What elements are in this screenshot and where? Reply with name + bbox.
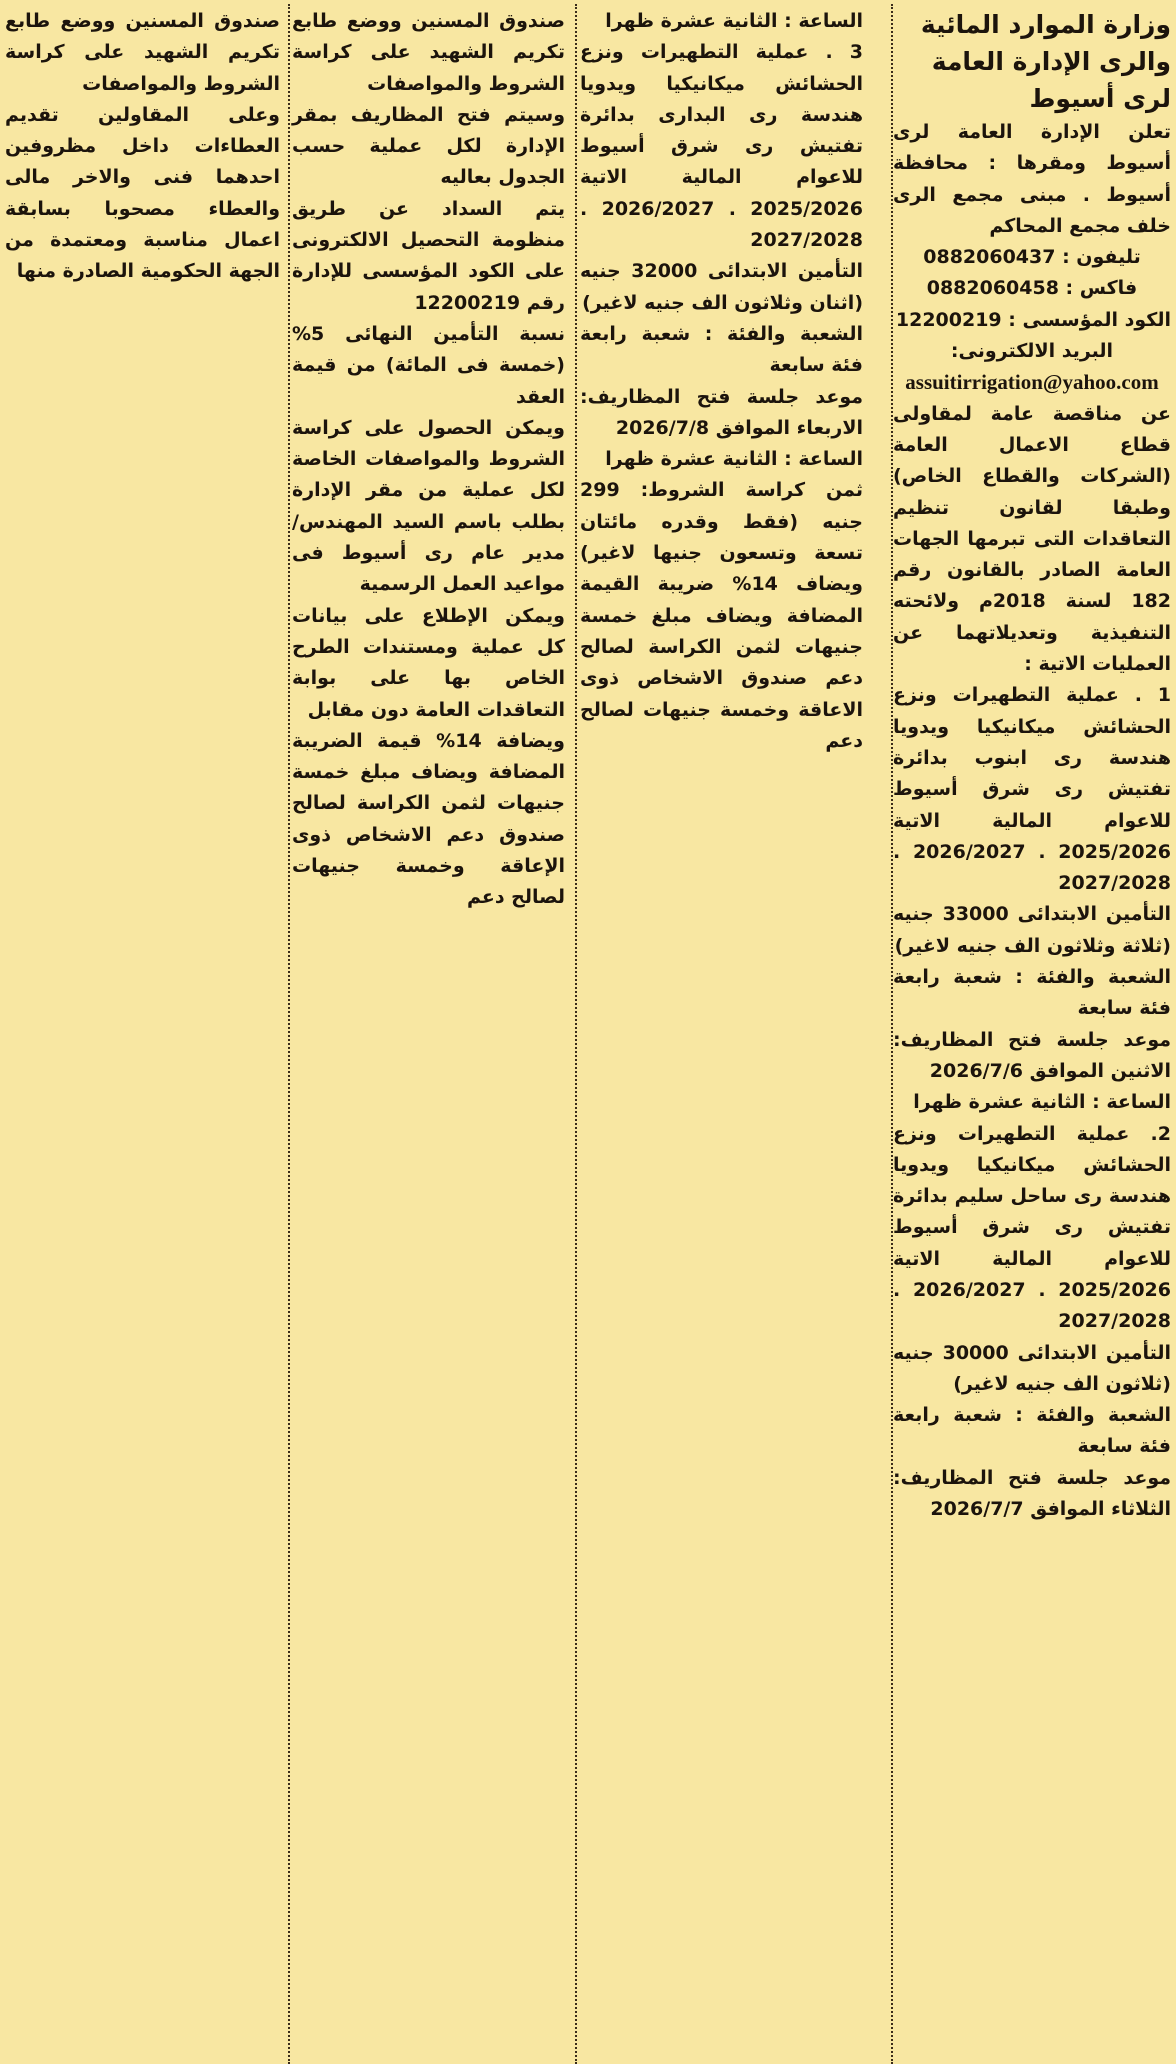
column-divider bbox=[575, 4, 577, 2064]
booklet-price: ثمن كراسة الشروط: 299 جنيه (فقط وقدره مائتان تسعة وتسعون جنيها لاغير) ويضاف 14% ضريبة القيمة المضافة ويضاف مبلغ خمسة جنيهات لثمن الكراسة لصالح دعم صندوق الاشخاص ذوى الاعاقة وخمسة جنيهات لصالح دعم bbox=[580, 479, 863, 752]
operation-3-opening-date: موعد جلسة فتح المظاريف: الاربعاء الموافق 2026/7/8 bbox=[580, 385, 863, 439]
operation-3-deposit: التأمين الابتدائى 32000 جنيه (اثنان وثلاثون الف جنيه لاغير) bbox=[580, 260, 863, 314]
opening-location: وسيتم فتح المظاريف بمقر الإدارة لكل عملية حسب الجدول بعاليه bbox=[292, 103, 565, 189]
operation-2-category: الشعبة والفئة : شعبة رابعة فئة سابعة bbox=[893, 1404, 1171, 1458]
tax-note: ويضافة 14% قيمة الضريبة المضافة ويضاف مبلغ خمسة جنيهات لثمن الكراسة لصالح صندوق دعم الاشخاص ذوى الإعاقة وخمسة جنيهات لصالح دعم bbox=[292, 729, 565, 909]
payment-method: يتم السداد عن طريق منظومة التحصيل الالكترونى على الكود المؤسسى للإدارة رقم 12200219 bbox=[292, 197, 565, 314]
operation-1-deposit: التأمين الابتدائى 33000 جنيه (ثلاثة وثلاثون الف جنيه لاغير) bbox=[893, 903, 1172, 957]
operation-2-time: الساعة : الثانية عشرة ظهرا bbox=[605, 10, 863, 32]
column-4 bbox=[5, 0, 280, 2064]
institution-code: الكود المؤسسى : 12200219 bbox=[895, 308, 1171, 331]
column-2 bbox=[580, 0, 863, 2064]
operation-3: 3 . عملية التطهيرات ونزع الحشائش ميكانيكيا ويدويا هندسة رى البدارى بدائرة تفتيش رى شرق أسيوط للاعوام المالية الاتية 2025/2026 . 2026/2027 . 2027/2028 bbox=[580, 41, 863, 252]
column-1 bbox=[893, 0, 1171, 2064]
operation-1: 1 . عملية التطهيرات ونزع الحشائش ميكانيكيا ويدويا هندسة رى ابنوب بدائرة تفتيش رى شرق أسيوط للاعوام المالية الاتية 2025/2026 . 2026/2027 . 2027/2028 bbox=[893, 684, 1171, 895]
operation-3-time: الساعة : الثانية عشرة ظهرا bbox=[605, 448, 863, 471]
column-3 bbox=[292, 0, 565, 2064]
operation-1-category: الشعبة والفئة : شعبة رابعة فئة سابعة bbox=[893, 966, 1171, 1020]
fax-line: فاكس : 0882060458 bbox=[926, 277, 1138, 300]
bid-submission-note: وعلى المقاولين تقديم العطاءات داخل مظروفين احدهما فنى والاخر مالى والعطاء مصحوبا بسابقة اعمال مناسبة ومعتمدة من الجهة الحكومية الصادرة منها bbox=[5, 103, 280, 283]
email-label: البريد الالكترونى: bbox=[950, 340, 1114, 363]
portal-note: ويمكن الإطلاع على بيانات كل عملية ومستندات الطرح الخاص بها على بوابة التعاقدات العامة دون مقابل bbox=[292, 604, 565, 721]
operation-3-category: الشعبة والفئة : شعبة رابعة فئة سابعة bbox=[580, 322, 863, 377]
email-address: assuitirrigation@yahoo.com bbox=[905, 370, 1159, 395]
operation-1-time: الساعة : الثانية عشرة ظهرا bbox=[913, 1091, 1171, 1114]
ministry-heading: وزارة الموارد المائية والرى الإدارة العامة لرى أسيوط bbox=[920, 10, 1171, 113]
announcement-intro: تعلن الإدارة العامة لرى أسيوط ومقرها : محافظة أسيوط . مبنى مجمع الرى خلف مجمع المحاكم bbox=[893, 121, 1171, 237]
column-divider bbox=[891, 4, 893, 2064]
operation-2: 2. عملية التطهيرات ونزع الحشائش ميكانيكيا ويدويا هندسة رى ساحل سليم بدائرة تفتيش رى شرق أسيوط للاعوام المالية الاتية 2025/2026 . 2026/2027 . 2027/2028 bbox=[893, 1122, 1171, 1333]
column-divider bbox=[288, 4, 290, 2064]
stamp-note-repeat: صندوق المسنين ووضع طابع تكريم الشهيد على كراسة الشروط والمواصفات bbox=[5, 10, 280, 95]
phone-line: تليفون : 0882060437 bbox=[923, 246, 1141, 269]
tender-description: عن مناقصة عامة لمقاولى قطاع الاعمال العامة (الشركات والقطاع الخاص) وطبقا لقانون تنظيم التعاقدات التى تبرمها الجهات العامة الصادر بالقانون رقم 182 لسنة 2018م ولائحته التنفيذية وتعديلاتهما عن العمليات الاتية : bbox=[893, 402, 1171, 676]
stamp-note: صندوق المسنين ووضع طابع تكريم الشهيد على كراسة الشروط والمواصفات bbox=[292, 10, 565, 95]
operation-2-deposit: التأمين الابتدائى 30000 جنيه (ثلاثون الف جنيه لاغير) bbox=[893, 1341, 1172, 1395]
booklet-availability: ويمكن الحصول على كراسة الشروط والمواصفات الخاصة لكل عملية من مقر الإدارة بطلب باسم السيد المهندس/ مدير عام رى أسيوط فى مواعيد العمل الرسمية bbox=[292, 416, 565, 596]
operation-1-opening-date: موعد جلسة فتح المظاريف: الاثنين الموافق 2026/7/6 bbox=[893, 1028, 1171, 1082]
operation-2-opening-date: موعد جلسة فتح المظاريف: الثلاثاء الموافق 2026/7/7 bbox=[893, 1466, 1171, 1521]
final-deposit: نسبة التأمين النهائى 5% (خمسة فى المائة) من قيمة العقد bbox=[292, 322, 565, 408]
